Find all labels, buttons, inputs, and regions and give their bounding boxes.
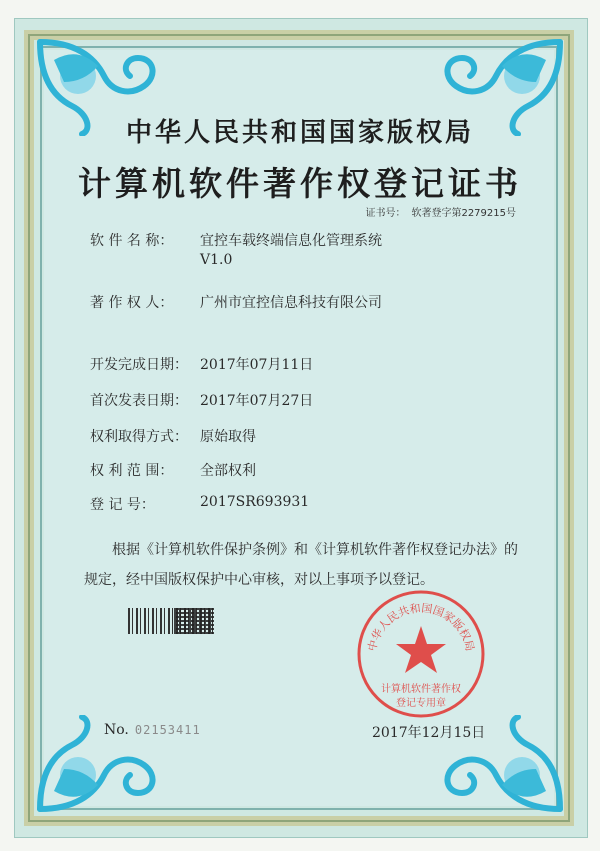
certificate-number-value: 软著登字第2279215号 [411,208,516,219]
field-label: 权利取得方式： [90,429,188,445]
field-label: 权 利 范 围： [90,463,174,479]
serial-value: 02153411 [134,723,201,737]
field-value: 全部权利 [200,463,256,479]
field-rights-scope [90,460,256,480]
statement-line-1: 根据《计算机软件保护条例》和《计算机软件著作权登记办法》的 [112,542,518,558]
official-seal-icon [355,588,487,720]
field-acquisition-method [90,426,256,446]
software-version: V1.0 [200,252,233,268]
field-value: 宜控车载终端信息化管理系统 [200,233,382,249]
field-label: 开发完成日期： [90,357,188,373]
certificate-title: 计算机软件著作权登记证书 [78,164,522,203]
serial-number [104,722,201,738]
statement-line-2: 规定，经中国版权保护中心审核，对以上事项予以登记。 [84,572,434,588]
field-copyright-holder [90,292,382,312]
certificate-number-label: 证书号： [365,208,406,219]
certificate-number [365,204,516,219]
barcode-icon [128,608,214,634]
field-value: 2017年07月27日 [200,393,314,409]
issuer-title: 中华人民共和国国家版权局 [125,118,474,148]
field-value: 广州市宜控信息科技有限公司 [200,295,382,311]
field-software-name [90,230,382,268]
seal-line-2: 登记专用章 [396,698,446,709]
field-registration-no [90,494,309,514]
field-value: 2017年07月11日 [200,357,314,373]
field-label: 登 记 号： [90,497,155,513]
field-value: 2017SR693931 [200,494,310,510]
serial-label: No. [104,722,129,738]
field-label: 著 作 权 人： [90,295,174,311]
field-completion-date [90,354,313,374]
field-label: 首次发表日期： [90,393,188,409]
field-label: 软 件 名 称： [90,233,174,249]
field-value: 原始取得 [200,429,256,445]
issue-date: 2017年12月15日 [372,725,486,741]
seal-ring-text: 中华人民共和国国家版权局 [365,601,477,653]
field-first-publish-date [90,390,313,410]
qr-code-icon [174,608,214,634]
seal-line-1: 计算机软件著作权 [381,684,461,695]
